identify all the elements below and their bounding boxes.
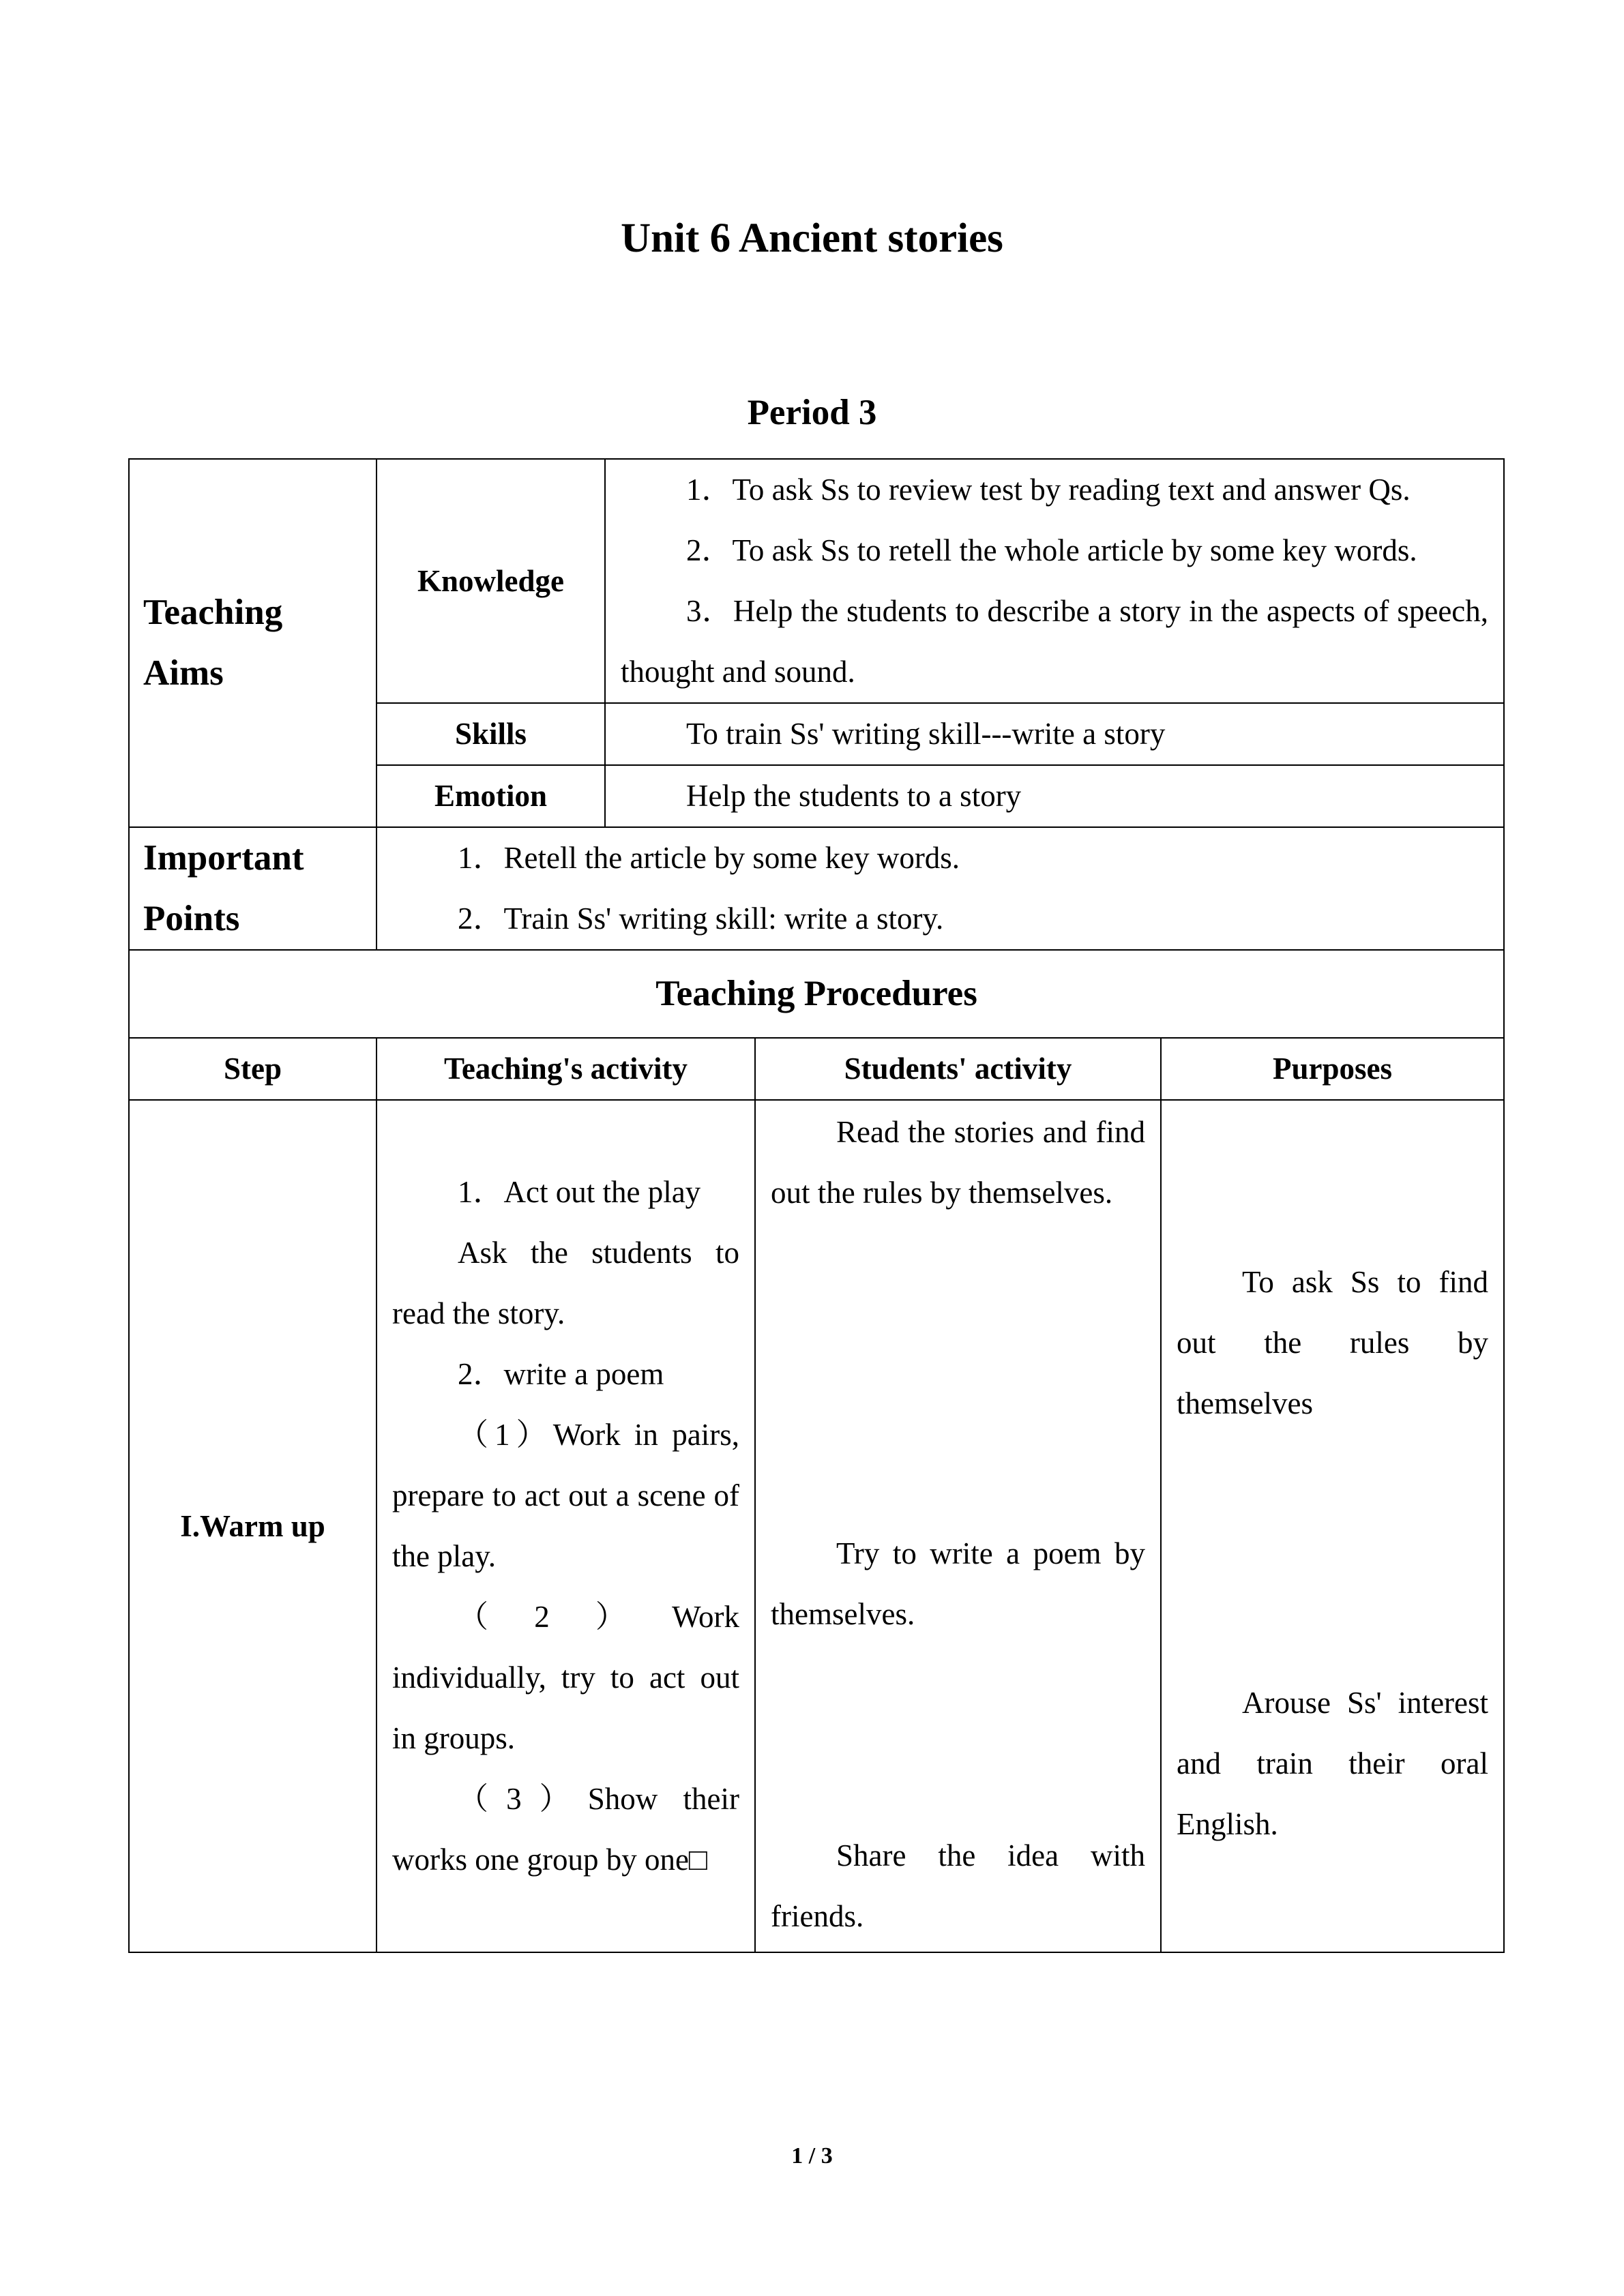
important-points-label-line1: Important: [143, 838, 304, 878]
lesson-plan-table: [128, 458, 1505, 1953]
column-header-purposes: Purposes: [1161, 1038, 1504, 1100]
skills-text: To train Ss' writing skill---write a story: [686, 717, 1166, 751]
knowledge-item: 1．To ask Ss to review test by reading text and answer Qs.: [686, 473, 1411, 507]
teaching-aims-label-line2: Aims: [143, 653, 224, 693]
important-points-row: [129, 827, 1504, 950]
period-heading: Period 3: [747, 393, 877, 432]
important-points-content: [377, 827, 1504, 950]
teaching-activity-item: （3）Show their works one group by one□: [392, 1782, 739, 1877]
important-point-item: 2．Train Ss' writing skill: write a story.: [458, 901, 944, 936]
document-title: Unit 6 Ancient stories: [621, 215, 1003, 261]
step-warm-up: I.Warm up: [129, 1100, 377, 1952]
knowledge-label: Knowledge: [377, 459, 605, 703]
procedures-header-row: [129, 1038, 1504, 1100]
emotion-label: Emotion: [377, 765, 605, 827]
teaching-activity-item: （2）Work individually, try to act out in groups.: [392, 1600, 739, 1755]
important-points-label: [129, 827, 377, 950]
students-activity-cell: [755, 1100, 1161, 1952]
knowledge-item: 3．Help the students to describe a story in the aspects of speech, thought and sound.: [621, 594, 1489, 689]
skills-label: Skills: [377, 703, 605, 765]
important-point-item: 1．Retell the article by some key words.: [458, 841, 960, 875]
teaching-activity-item: Ask the students to read the story.: [392, 1236, 739, 1330]
students-activity-item: Try to write a poem by themselves.: [771, 1536, 1145, 1631]
important-points-label-line2: Points: [143, 899, 240, 938]
teaching-activity-item: （1）Work in pairs, prepare to act out a scene of the play.: [392, 1418, 739, 1573]
teaching-activity-cell: [377, 1100, 755, 1952]
skills-content: [605, 703, 1504, 765]
column-header-teaching-activity: Teaching's activity: [377, 1038, 755, 1100]
students-activity-item: Share the idea with friends.: [771, 1838, 1145, 1933]
page-number: 1 / 3: [791, 2143, 833, 2168]
knowledge-item: 2．To ask Ss to retell the whole article by some key words.: [686, 533, 1417, 567]
knowledge-content: [605, 459, 1504, 703]
knowledge-row: [129, 459, 1504, 703]
procedures-heading-row: [129, 950, 1504, 1038]
column-header-step: Step: [129, 1038, 377, 1100]
purpose-item: Arouse Ss' interest and train their oral English.: [1177, 1686, 1489, 1841]
purposes-cell: [1161, 1100, 1504, 1952]
warm-up-row: [129, 1100, 1504, 1952]
purpose-item: To ask Ss to find out the rules by themselves: [1177, 1265, 1489, 1420]
procedures-heading: Teaching Procedures: [129, 950, 1504, 1038]
teaching-aims-label-line1: Teaching: [143, 593, 283, 632]
teaching-activity-item: 1．Act out the play: [458, 1175, 701, 1209]
teaching-activity-item: 2．write a poem: [458, 1357, 664, 1391]
column-header-students-activity: Students' activity: [755, 1038, 1161, 1100]
emotion-text: Help the students to a story: [686, 779, 1022, 813]
emotion-content: [605, 765, 1504, 827]
teaching-aims-label: [129, 459, 377, 827]
students-activity-item: Read the stories and find out the rules by themselves.: [771, 1115, 1145, 1210]
